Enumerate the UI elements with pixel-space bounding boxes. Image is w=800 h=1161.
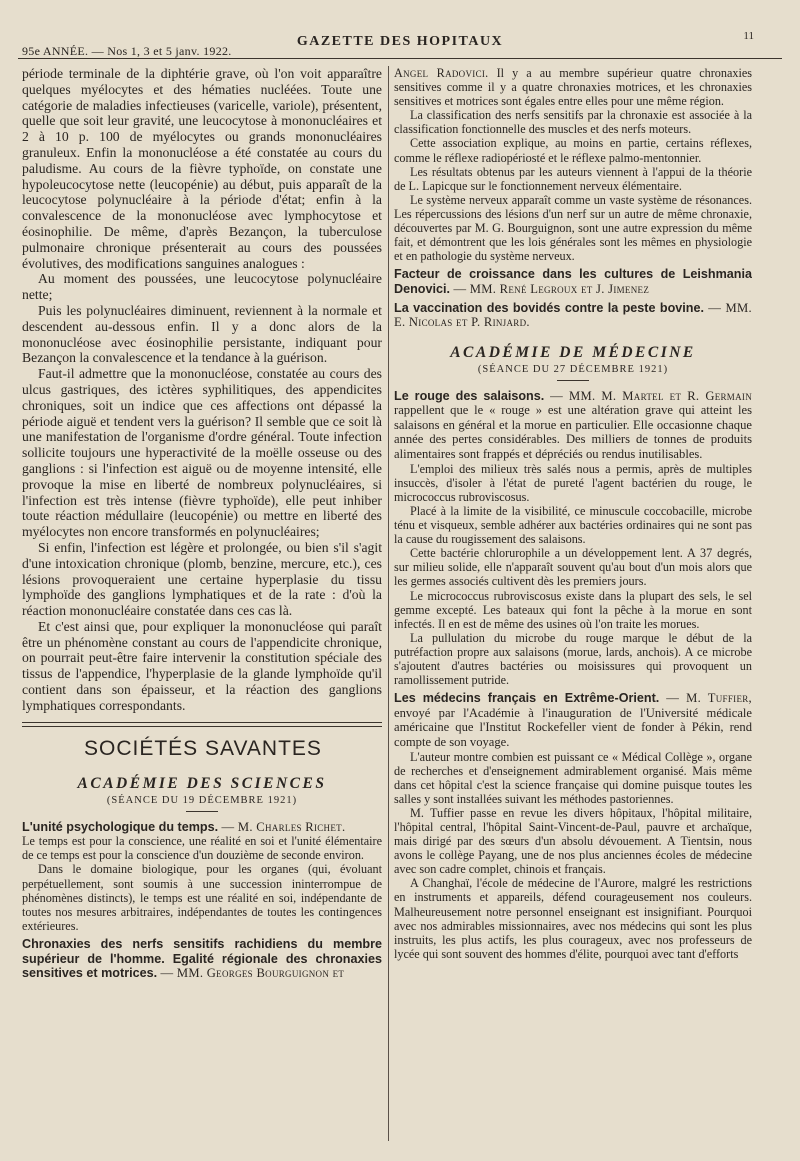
author-name: Rinjard. xyxy=(483,315,530,330)
paragraph-text: envoyé par l'Académie à l'inauguration de l'Université médicale américaine que l'Institut Rockefeller vient de fonder à Pékin, rend compte de son voyage. xyxy=(394,705,752,749)
article-heading xyxy=(22,937,382,981)
heading-sep: et J. xyxy=(577,281,609,296)
academy-title: ACADÉMIE DES SCIENCES xyxy=(77,774,327,792)
right-column xyxy=(394,66,752,1145)
session-date: (SÉANCE DU 27 DÉCEMBRE 1921) xyxy=(477,363,669,375)
column-divider xyxy=(388,66,389,1141)
author-name: Bourguignon xyxy=(256,966,330,981)
heading-sep: et xyxy=(329,966,345,981)
author-name: Angel Radovici. xyxy=(394,66,489,80)
paragraph-text: Il y a au membre supérieur quatre chronaxies sensitives comme il y a quatre chronaxies motrices, et les chronaxies sensitives et motrices sont égales entre elles pour une même région. xyxy=(394,66,752,109)
author-name: Richet. xyxy=(305,819,346,834)
header-rule xyxy=(18,58,782,59)
heading-sep: — MM. René xyxy=(450,281,531,296)
paragraph: Si enfin, l'infection est légère et prolongée, ou bien s'il s'agit d'une intoxication chronique (plomb, benzine, mercure, etc.), ces lésions provoqueraient une certaine hyperplasie du tissu lymphoïde des ganglions lymphatiques et de la rate : d'où la réaction mononucléaire constatée dans ces cas là. xyxy=(22,539,382,619)
author-name: Legroux xyxy=(530,281,578,296)
paragraph: Placé à la limite de la visibilité, ce minuscule coccobacille, microbe ténu et visqueux, semble adhérer aux bactéries ordinaires qui ne sont pas la cause du rougissement des salaisons. xyxy=(394,503,752,547)
heading-sep: — M. xyxy=(659,691,708,706)
heading-sep: — MM. Georges xyxy=(157,966,257,981)
section-title: SOCIÉTÉS SAVANTES xyxy=(84,736,322,760)
paragraph: La classification des nerfs sensitifs par la chronaxie est associée à la classification fonctionnelle des muscles et des nerfs moteurs. xyxy=(394,108,752,137)
page-header xyxy=(18,28,782,58)
article-heading xyxy=(394,691,752,749)
heading-sep: — MM. M. xyxy=(544,388,623,403)
article-title: Chronaxies des nerfs sensitifs rachidiens du membre supérieur de l'homme. Egalité régionale des chronaxies sensitives et motrices. xyxy=(22,936,382,981)
paragraph: Cette association explique, au moins en partie, certains réflexes, comme le réflexe radiopériosté et le réflexe palmo-mentonnier. xyxy=(394,136,752,165)
page-number: 11 xyxy=(743,30,754,42)
author-name: Martel xyxy=(622,388,664,403)
academy-title: ACADÉMIE DE MÉDECINE xyxy=(450,343,696,361)
issue-info: 95e ANNÉE. — Nos 1, 3 et 5 janv. 1922. xyxy=(22,44,232,58)
short-rule xyxy=(186,811,218,812)
paragraph: Puis les polynucléaires diminuent, reviennent à la normale et descendent au-dessous enfin. Il y a donc alors de la mononucléose avec éosinophilie persistante, indiquant pour Bezançon la convalescence et la tendance à la guérison. xyxy=(22,302,382,366)
heading-sep: — M. Charles xyxy=(218,819,306,834)
paragraph: Le micrococcus rubroviscosus existe dans la plupart des sels, le sel gemme excepté. Les bateaux qui font la pêche à la morue en sont infectés. Il en est de même des usines où l'on traite les morues. xyxy=(394,588,752,631)
author-name: Nicolas xyxy=(408,315,453,330)
author-name: Tuffier, xyxy=(707,691,752,706)
paragraph: L'emploi des milieux très salés nous a permis, après de multiples insuccès, d'isoler à l'état de pureté l'agent bactérien du rouge, le micrococcus rubroviscosus. xyxy=(394,461,752,504)
heading-sep: et P. xyxy=(452,315,484,330)
article-heading xyxy=(394,267,752,296)
short-rule xyxy=(557,380,589,381)
paragraph: La pullulation du microbe du rouge marque le début de la putréfaction propre aux salaisons (morue, lards, anchois). A ce microbe s'ajoutent d'autres bactéries ou moisissures qui provoquent un ramollissement putride. xyxy=(394,630,752,688)
article-title: L'unité psychologique du temps. xyxy=(22,819,219,834)
journal-title: GAZETTE DES HOPITAUX xyxy=(296,34,504,49)
author-name: Jimenez xyxy=(608,281,650,296)
paragraph: Faut-il admettre que la mononucléose, constatée au cours des ulcus gastriques, des ictères syphilitiques, des appendicites chroniques, soit un indice que ces affections ont dépassé la période aiguë et tendent vers la guérison? Il semble que ce soit là une manifestation de l'organisme d'ordre général. Toute infection sollicite toujours une hyperactivité de la moëlle osseuse ou des ganglions : si l'infection est aiguë ou de moyenne intensité, elle provoque la mise en liberté de nombreux polynucléaires, si l'infection est très intense (fièvre typhoïde), elle peut inhiber toute réaction médullaire (leucopénie) ou mettre en liberté des myélocytes non encore transformés en polynucléaires; xyxy=(22,366,382,540)
paragraph: Cette bactérie chlorurophile a un développement lent. A 37 degrés, sur milieu solide, elle n'apparaît souvent qu'au bout d'un mois alors que les germes associés cultivent dès les premiers jours. xyxy=(394,546,752,589)
paragraph: Et c'est ainsi que, pour expliquer la mononucléose qui paraît être un phénomène constant au cours de l'appendicite chronique, on pourrait peut-être faire intervenir la constitution spéciale des tissus de l'appendice, l'hyperplasie de la glande lymphoïde qu'il contient dans son épaisseur, et la réaction des ganglions lymphatiques correspondants. xyxy=(22,618,382,713)
paragraph: Le temps est pour la conscience, une réalité en soi et l'unité élémentaire de ce temps est pour la conscience d'un douzième de seconde environ. xyxy=(22,834,382,863)
paragraph: Les résultats obtenus par les auteurs viennent à l'appui de la théorie de L. Lapicque sur le fonctionnement nerveux élémentaire. xyxy=(394,164,752,193)
author-name: Germain xyxy=(705,388,752,403)
heading-sep: et R. xyxy=(663,388,706,403)
paragraph: Dans le domaine biologique, pour les organes (qui, évoluant perpétuellement, sont soumis à une succession ininterrompue de phénomènes distincts), le temps est une réalité en soi, indépendante de toutes nos mesures arbitraires, indépendantes de toutes les contingences extérieures. xyxy=(22,862,382,933)
article-title: Les médecins français en Extrême-Orient. xyxy=(394,691,660,706)
section-rule xyxy=(22,722,382,727)
paragraph: période terminale de la diphtérie grave, où l'on voit apparaître quelques myélocytes et des hématies nucléées. Toute une catégorie de maladies infectieuses (varicelle, variole), présentent, quelle que soit leur gravité, une leucocytose à mononucléaires et 2 à 10 p. 100 de myélocytes ou grands mononucléaires granuleux. Enfin la mononucléose a été constatée au cours du paludisme. Au cours de la fièvre typhoïde, on constate une hypoleucocytose nette (leucopénie) au début, puis apparaît de la leucocytose polynucléaire à la période d'état; enfin à la convalescence de la mononucléose avec lymphocytose et éosinophilie. De même, d'après Bezançon, la tuberculose pulmonaire chronique présenterait au cours des poussées évolutives, des modifications sanguines analogues : xyxy=(22,66,382,271)
article-heading xyxy=(22,820,382,835)
paragraph: A Changhaï, l'école de médecine de l'Aurore, malgré les restrictions en instruments et appareils, défend courageusement nos couleurs. Malheureusement notre personnel enseignant est insignifiant. Pourquoi avec nos admirables missionnaires, avec nos médecins qui sont les plus instruits, les plus actifs, les plus courageux, avec nos professeurs de lycée qui sont souvent des hommes d'élite, pourquoi avec tant d'efforts xyxy=(394,876,752,961)
article-heading xyxy=(394,389,752,462)
article-title: La vaccination des bovidés contre la peste bovine. xyxy=(394,300,704,315)
article-heading xyxy=(394,301,752,330)
heading-sep: — MM. E. xyxy=(394,300,752,330)
article-title: Le rouge des salaisons. xyxy=(394,388,545,403)
paragraph: Au moment des poussées, une leucocytose polynucléaire nette; xyxy=(22,271,382,303)
article-title: Facteur de croissance dans les cultures de Leishmania Denovici. xyxy=(394,267,752,296)
paragraph xyxy=(394,66,752,108)
session-date: (SÉANCE DU 19 DÉCEMBRE 1921) xyxy=(106,794,298,806)
paragraph: M. Tuffier passe en revue les divers hôpitaux, l'hôpital militaire, l'hôpital central, l'hôpital Saint-Vincent-de-Paul, pauvre et archaïque, mais dirigé par des sœurs d'un absolu dévouement. A Tientsin, nous avons le collège Payang, une de nos plus anciennes écoles de médecine avec son cadre complet, chinois et français. xyxy=(394,805,752,877)
paragraph: L'auteur montre combien est puissant ce « Médical Collège », organe de recherches et d'enseignement admirablement organisé. Mais même dans cet hôpital c'est la science française qui domine puisque toutes les salles y sont installées suivant les méthodes pastoriennes. xyxy=(394,749,752,806)
paragraph: Le système nerveux apparaît comme un vaste système de résonances. Les répercussions des lésions d'un nerf sur un autre de même chronaxie, découvertes par M. G. Bourguignon, sont une autre expression du même fait, et démontrent que les lois générales sont les mêmes en physiologie et en pathologie du système nerveux. xyxy=(394,192,752,264)
left-column xyxy=(22,66,382,1145)
paragraph-text: rappellent que le « rouge » est une altération grave qui atteint les salaisons en général et la morue en particulier. Elle occasionne chaque année des pertes considérables. Des milliers de tonnes de produits alimentaires sont frappés et dépréciés ou rendus inutilisables. xyxy=(394,403,752,462)
